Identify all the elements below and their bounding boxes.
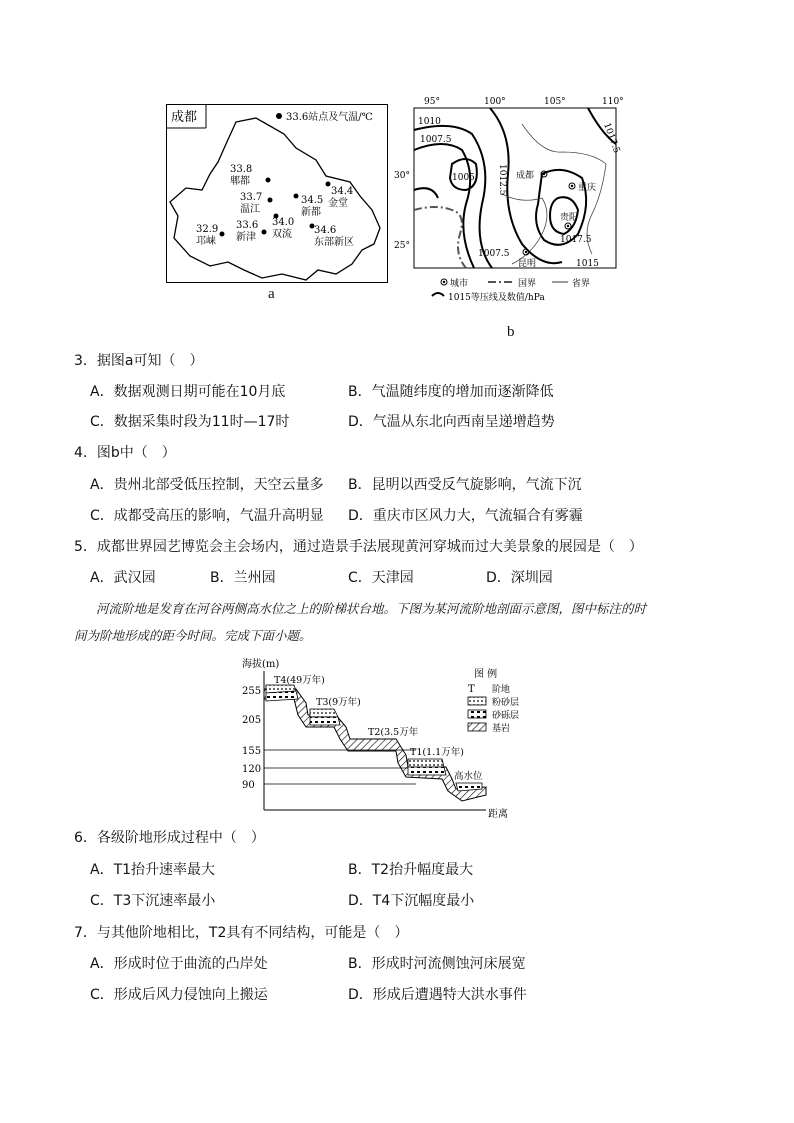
q5-option-c: C．天津园 xyxy=(348,570,414,586)
station-value-shuangliu: 34.0 xyxy=(272,217,295,228)
isobar-label-1015: 1015 xyxy=(576,259,599,269)
city-chengdu: 成都 xyxy=(516,171,535,181)
q7-option-d: D．形成后遭遇特大洪水事件 xyxy=(348,987,527,1003)
station-value-wenjiang: 33.7 xyxy=(240,192,263,203)
station-name-shuangliu: 双流 xyxy=(272,229,292,240)
x-axis-title: 距离 xyxy=(488,809,508,820)
terrace-t3: T3(9万年) xyxy=(316,697,361,708)
figure-b-map xyxy=(392,94,632,320)
station-name-pidu: 郫都 xyxy=(230,176,250,187)
q5-option-b: B．兰州园 xyxy=(210,570,276,586)
q7-option-b: B．形成时河流侧蚀河床展宽 xyxy=(348,956,526,972)
station-name-jintang: 金堂 xyxy=(328,198,348,209)
q6-option-b: B．T2抬升幅度最大 xyxy=(348,862,474,878)
legend-provincial: 省界 xyxy=(572,279,591,289)
intro-line-1: 河流阶地是发育在河谷两侧高水位之上的阶梯状台地。下图为某河流阶地剖面示意图，图中标注的时 xyxy=(96,601,647,616)
legend-isobar: 1015等压线及数值/hPa xyxy=(448,293,545,303)
figure-a-title: 成都 xyxy=(171,110,198,125)
legend-sym-terrace: T xyxy=(468,684,475,695)
y-tick-155: 155 xyxy=(242,746,262,757)
q4-option-c: C．成都受高压的影响，气温升高明显 xyxy=(90,508,324,524)
terrace-profile-figure xyxy=(236,655,556,823)
q4-option-b: B．昆明以西受反气旋影响，气流下沉 xyxy=(348,477,582,493)
lat-30: 30° xyxy=(394,171,410,181)
q3-option-d: D．气温从东北向西南呈递增趋势 xyxy=(348,414,555,430)
station-value-xindu: 34.5 xyxy=(301,195,324,206)
q5-option-a: A．武汉园 xyxy=(90,570,156,586)
high-water-label: 高水位 xyxy=(454,771,483,782)
lon-95: 95° xyxy=(424,97,440,107)
station-name-wenjiang: 温江 xyxy=(240,204,260,215)
isobar-label-1005: 1005 xyxy=(452,173,475,183)
station-name-xindu: 新都 xyxy=(301,207,321,218)
legend-label-gravel: 砂砾层 xyxy=(492,711,520,721)
station-name-xinjin: 新津 xyxy=(236,232,256,243)
intro-line-2: 间为阶地形成的距今时间。完成下面小题。 xyxy=(74,628,312,643)
figure-a-caption: a xyxy=(268,286,275,302)
lat-25: 25° xyxy=(394,241,410,251)
legend-label-terrace: 阶地 xyxy=(492,685,511,695)
q4-option-a: A．贵州北部受低压控制，天空云量多 xyxy=(90,477,324,493)
figure-a-map xyxy=(166,104,388,284)
legend-label-bedrock: 基岩 xyxy=(492,724,511,734)
q6-stem: 6．各级阶地形成过程中（ ） xyxy=(74,830,265,846)
legend-city: 城市 xyxy=(450,279,469,289)
legend-swatch-gravel xyxy=(468,710,486,718)
isobar-label-1007-5-b: 1007.5 xyxy=(478,249,510,259)
city-kunming: 昆明 xyxy=(518,259,537,269)
legend-label-silt: 粉砂层 xyxy=(492,698,520,708)
isobar-label-1017-5-top: 1017.5 xyxy=(601,121,622,155)
isobar-label-1007-5: 1007.5 xyxy=(420,135,452,145)
isobar-label-1010: 1010 xyxy=(418,117,441,127)
figure-a-legend: 33.6站点及气温/℃ xyxy=(286,112,373,123)
q6-option-a: A．T1抬升速率最大 xyxy=(90,862,216,878)
q4-stem: 4．图b中（ ） xyxy=(74,445,176,461)
city-guiyang: 贵阳 xyxy=(560,213,579,223)
y-tick-255: 255 xyxy=(242,686,262,697)
station-name-dongbu: 东部新区 xyxy=(314,237,354,248)
q7-option-a: A．形成时位于曲流的凸岸处 xyxy=(90,956,268,972)
city-chongqing: 重庆 xyxy=(578,183,597,193)
station-value-dongbu: 34.6 xyxy=(314,225,337,236)
figure-b-caption: b xyxy=(507,324,515,340)
legend-title: 图 例 xyxy=(474,669,498,680)
q6-option-c: C．T3下沉速率最小 xyxy=(90,893,216,909)
legend-national: 国界 xyxy=(518,279,537,289)
lon-100: 100° xyxy=(484,97,506,107)
terrace-t2: T2(3.5万年 xyxy=(368,727,419,738)
q3-option-a: A．数据观测日期可能在10月底 xyxy=(90,384,286,400)
y-tick-90: 90 xyxy=(242,780,255,791)
lon-110: 110° xyxy=(602,97,624,107)
q4-option-d: D．重庆市区风力大，气流辐合有雾霾 xyxy=(348,508,583,524)
legend-swatch-bedrock xyxy=(468,723,486,731)
station-value-xinjin: 33.6 xyxy=(236,220,259,231)
station-value-pidu: 33.8 xyxy=(230,164,253,175)
station-name-qionglai: 邛崃 xyxy=(196,236,216,247)
y-axis-title: 海拔(m) xyxy=(242,659,280,670)
q6-option-d: D．T4下沉幅度最小 xyxy=(348,893,475,909)
q3-option-b: B．气温随纬度的增加而逐渐降低 xyxy=(348,384,554,400)
station-value-qionglai: 32.9 xyxy=(196,224,219,235)
q3-option-c: C．数据采集时段为11时—17时 xyxy=(90,414,290,430)
q7-stem: 7．与其他阶地相比，T2具有不同结构，可能是（ ） xyxy=(74,925,409,941)
y-tick-120: 120 xyxy=(242,764,262,775)
q5-stem: 5．成都世界园艺博览会主会场内，通过造景手法展现黄河穿城而过大美景象的展园是（ ） xyxy=(74,539,643,555)
terrace-t1: T1(1.1万年) xyxy=(410,747,464,758)
q3-stem: 3．据图a可知（ ） xyxy=(74,353,204,369)
q5-option-d: D．深圳园 xyxy=(486,570,553,586)
terrace-t4: T4(49万年) xyxy=(274,675,325,686)
y-tick-205: 205 xyxy=(242,715,262,726)
isobar-label-1012-5: 1012.5 xyxy=(497,164,507,196)
station-value-jintang: 34.4 xyxy=(331,186,354,197)
lon-105: 105° xyxy=(544,97,566,107)
q7-option-c: C．形成后风力侵蚀向上搬运 xyxy=(90,987,268,1003)
legend-swatch-silt xyxy=(468,697,486,705)
isobar-label-1017-5: 1017.5 xyxy=(560,235,592,245)
